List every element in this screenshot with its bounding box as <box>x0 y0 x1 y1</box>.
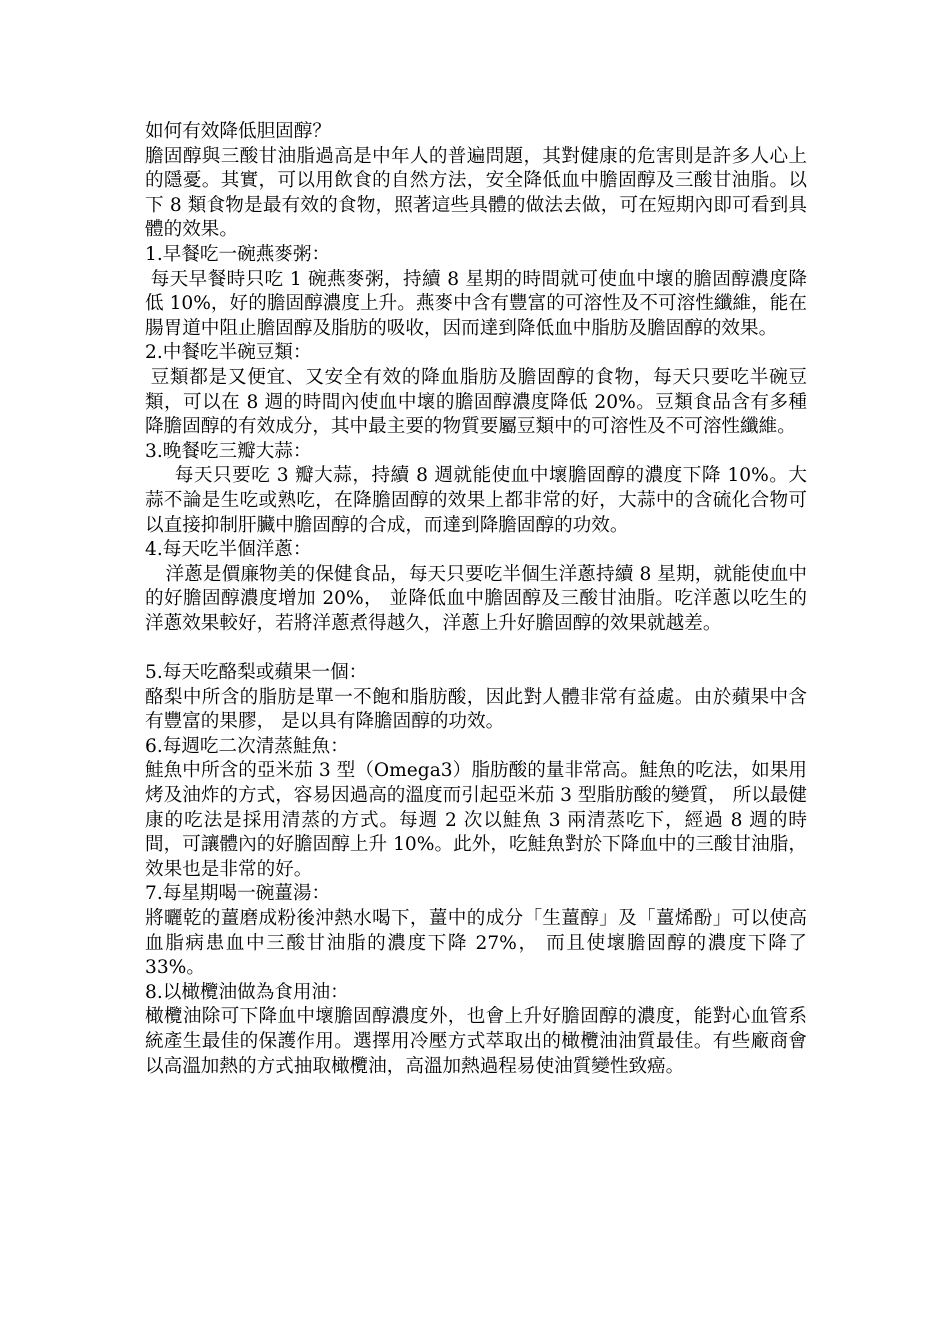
section-body-6: 鮭魚中所含的亞米茄 3 型（Omega3）脂肪酸的量非常高。鮭魚的吃法，如果用烤及油炸的方式，容易因過高的溫度而引起亞米茄 3 型脂肪酸的變質， 所以最健康的吃法是採用清蒸的方式。每週 2 次以鮭魚 3 兩清蒸吃下，經過 8 週的時間，可讓體內的好膽固醇上升 10%。此外，吃鮭魚對於下降血中的三酸甘油脂， 效果也是非常的好。 <box>145 760 807 880</box>
section-body-1: 每天早餐時只吃 1 碗燕麥粥，持續 8 星期的時間就可使血中壞的膽固醇濃度降低 10%，好的膽固醇濃度上升。燕麥中含有豐富的可溶性及不可溶性纖維，能在腸胃道中阻止膽固醇及脂肪的吸收，因而達到降低血中脂肪及膽固醇的效果。 <box>145 268 807 339</box>
section-body-4: 洋蔥是價廉物美的保健食品，每天只要吃半個生洋蔥持續 8 星期，就能使血中的好膽固醇濃度增加 20%， 並降低血中膽固醇及三酸甘油脂。吃洋蔥以吃生的洋蔥效果較好，若將洋蔥煮得越久，洋蔥上升好膽固醇的效果就越差。 <box>145 563 807 634</box>
section-body-2: 豆類都是又便宜、又安全有效的降血脂肪及膽固醇的食物，每天只要吃半碗豆類，可以在 8 週的時間內使血中壞的膽固醇濃度降低 20%。豆類食品含有多種降膽固醇的有效成分，其中最主要的物質要屬豆類中的可溶性及不可溶性纖維。 <box>145 366 807 438</box>
section-heading-8: 8.以橄欖油做為食用油： <box>145 981 349 1003</box>
blank-line <box>145 636 807 661</box>
section-heading-3: 3.晚餐吃三瓣大蒜： <box>145 440 312 462</box>
section-heading-4: 4.每天吃半個洋蔥： <box>145 539 312 561</box>
section-body-3: 每天只要吃 3 瓣大蒜，持續 8 週就能使血中壞膽固醇的濃度下降 10%。大蒜不論是生吃或熟吃，在降膽固醇的效果上都非常的好，大蒜中的含硫化合物可以直接抑制肝臟中膽固醇的合成，而達到降膽固醇的功效。 <box>145 465 807 536</box>
section-heading-2: 2.中餐吃半碗豆類： <box>145 342 312 364</box>
section-body-7: 將曬乾的薑磨成粉後沖熱水喝下，薑中的成分「生薑醇」及「薑烯酚」可以使高血脂病患血中三酸甘油脂的濃度下降 27%， 而且使壞膽固醇的濃度下降了 33%。 <box>145 908 807 979</box>
document-title: 如何有效降低胆固醇？ <box>145 121 331 142</box>
section-heading-1: 1.早餐吃一碗燕麥粥： <box>145 243 331 265</box>
section-heading-5: 5.每天吃酪梨或蘋果一個： <box>145 662 368 684</box>
section-heading-6: 6.每週吃二次清蒸鮭魚： <box>145 735 349 757</box>
section-body-8: 橄欖油除可下降血中壞膽固醇濃度外，也會上升好膽固醇的濃度，能對心血管系統產生最佳的保護作用。選擇用冷壓方式萃取出的橄欖油油質最佳。有些廠商會以高溫加熱的方式抽取橄欖油，高溫加熱過程易使油質變性致癌。 <box>145 1006 807 1077</box>
intro-paragraph: 膽固醇與三酸甘油脂過高是中年人的普遍問題，其對健康的危害則是許多人心上的隱憂。其實，可以用飲食的自然方法，安全降低血中膽固醇及三酸甘油脂。以下 8 類食物是最有效的食物，照著這些具體的做法去做，可在短期內即可看到具體的效果。 <box>145 145 807 241</box>
section-body-5: 酪梨中所含的脂肪是單一不飽和脂肪酸，因此對人體非常有益處。由於蘋果中含有豐富的果膠， 是以具有降膽固醇的功效。 <box>145 686 807 733</box>
section-heading-7: 7.每星期喝一碗薑湯： <box>145 883 331 905</box>
document-page <box>145 120 807 1079</box>
